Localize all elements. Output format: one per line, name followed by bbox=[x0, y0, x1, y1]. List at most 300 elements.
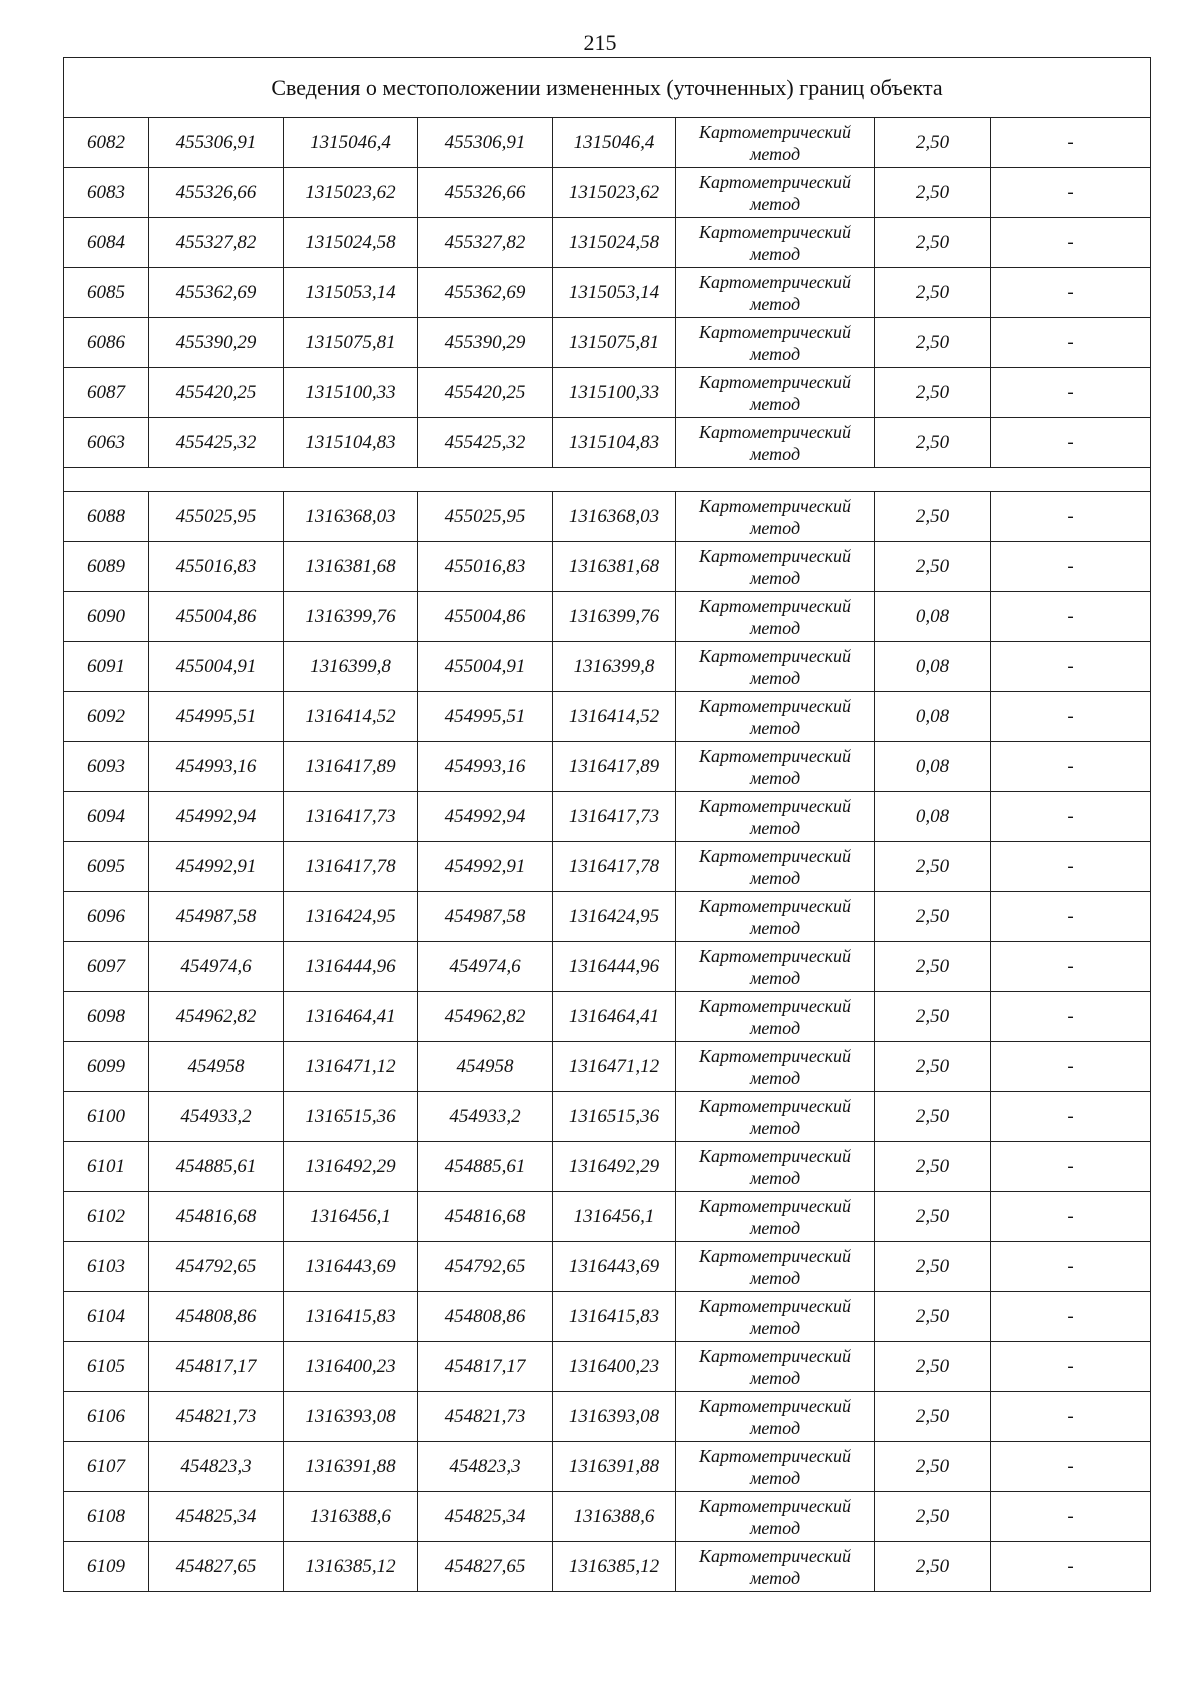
point-number-cell: 6096 bbox=[64, 892, 149, 942]
note-cell: - bbox=[991, 268, 1151, 318]
existing-y-cell: 1315046,4 bbox=[284, 118, 418, 168]
note-cell: - bbox=[991, 1042, 1151, 1092]
accuracy-cell: 2,50 bbox=[875, 1042, 991, 1092]
accuracy-cell: 2,50 bbox=[875, 1292, 991, 1342]
point-number-cell: 6100 bbox=[64, 1092, 149, 1142]
accuracy-cell: 0,08 bbox=[875, 592, 991, 642]
accuracy-cell: 2,50 bbox=[875, 1542, 991, 1592]
note-cell: - bbox=[991, 118, 1151, 168]
table-row bbox=[64, 1042, 1151, 1092]
method-cell bbox=[676, 1342, 875, 1392]
existing-y-cell: 1316388,6 bbox=[284, 1492, 418, 1542]
refined-y-cell: 1316391,88 bbox=[553, 1442, 676, 1492]
method-line2: метод bbox=[749, 1067, 801, 1088]
existing-y-cell: 1316424,95 bbox=[284, 892, 418, 942]
refined-y-cell: 1315100,33 bbox=[553, 368, 676, 418]
note-cell: - bbox=[991, 692, 1151, 742]
refined-x-cell: 455306,91 bbox=[418, 118, 553, 168]
point-number-cell: 6063 bbox=[64, 418, 149, 468]
table-row bbox=[64, 792, 1151, 842]
refined-y-cell: 1316417,78 bbox=[553, 842, 676, 892]
existing-x-cell: 454817,17 bbox=[149, 1342, 284, 1392]
existing-x-cell: 455362,69 bbox=[149, 268, 284, 318]
accuracy-cell: 2,50 bbox=[875, 1142, 991, 1192]
accuracy-cell: 2,50 bbox=[875, 1092, 991, 1142]
note-cell: - bbox=[991, 742, 1151, 792]
method-line2: метод bbox=[749, 717, 801, 738]
method-line1: Картометрический bbox=[698, 595, 851, 616]
refined-x-cell: 454885,61 bbox=[418, 1142, 553, 1192]
existing-x-cell: 454992,91 bbox=[149, 842, 284, 892]
existing-x-cell: 455425,32 bbox=[149, 418, 284, 468]
table-row bbox=[64, 692, 1151, 742]
refined-y-cell: 1315053,14 bbox=[553, 268, 676, 318]
note-cell: - bbox=[991, 168, 1151, 218]
method-cell bbox=[676, 842, 875, 892]
existing-y-cell: 1316417,89 bbox=[284, 742, 418, 792]
point-number-cell: 6092 bbox=[64, 692, 149, 742]
refined-y-cell: 1316464,41 bbox=[553, 992, 676, 1042]
table-row bbox=[64, 1492, 1151, 1542]
note-cell: - bbox=[991, 1492, 1151, 1542]
point-number-cell: 6082 bbox=[64, 118, 149, 168]
table-row bbox=[64, 992, 1151, 1042]
accuracy-cell: 2,50 bbox=[875, 1342, 991, 1392]
method-line1: Картометрический bbox=[698, 221, 851, 242]
table-row bbox=[64, 1142, 1151, 1192]
table-row bbox=[64, 592, 1151, 642]
refined-y-cell: 1315075,81 bbox=[553, 318, 676, 368]
accuracy-cell: 2,50 bbox=[875, 492, 991, 542]
refined-y-cell: 1316424,95 bbox=[553, 892, 676, 942]
existing-x-cell: 455327,82 bbox=[149, 218, 284, 268]
point-number-cell: 6094 bbox=[64, 792, 149, 842]
method-line2: метод bbox=[749, 767, 801, 788]
table-row bbox=[64, 418, 1151, 468]
existing-x-cell: 454808,86 bbox=[149, 1292, 284, 1342]
existing-x-cell: 454821,73 bbox=[149, 1392, 284, 1442]
accuracy-cell: 2,50 bbox=[875, 1492, 991, 1542]
method-cell bbox=[676, 1242, 875, 1292]
method-line2: метод bbox=[749, 293, 801, 314]
method-line1: Картометрический bbox=[698, 645, 851, 666]
method-line2: метод bbox=[749, 867, 801, 888]
existing-x-cell: 454962,82 bbox=[149, 992, 284, 1042]
existing-x-cell: 454992,94 bbox=[149, 792, 284, 842]
refined-x-cell: 455326,66 bbox=[418, 168, 553, 218]
method-line1: Картометрический bbox=[698, 1345, 851, 1366]
refined-y-cell: 1316388,6 bbox=[553, 1492, 676, 1542]
table-row bbox=[64, 1442, 1151, 1492]
note-cell: - bbox=[991, 842, 1151, 892]
method-line1: Картометрический bbox=[698, 545, 851, 566]
accuracy-cell: 0,08 bbox=[875, 692, 991, 742]
refined-x-cell: 455390,29 bbox=[418, 318, 553, 368]
method-line1: Картометрический bbox=[698, 1495, 851, 1516]
existing-x-cell: 454958 bbox=[149, 1042, 284, 1092]
note-cell: - bbox=[991, 1192, 1151, 1242]
table-row bbox=[64, 118, 1151, 168]
note-cell: - bbox=[991, 1442, 1151, 1492]
existing-x-cell: 454995,51 bbox=[149, 692, 284, 742]
accuracy-cell: 2,50 bbox=[875, 1392, 991, 1442]
accuracy-cell: 2,50 bbox=[875, 118, 991, 168]
point-number-cell: 6105 bbox=[64, 1342, 149, 1392]
existing-y-cell: 1316381,68 bbox=[284, 542, 418, 592]
method-cell bbox=[676, 268, 875, 318]
refined-x-cell: 455420,25 bbox=[418, 368, 553, 418]
refined-x-cell: 455327,82 bbox=[418, 218, 553, 268]
method-cell bbox=[676, 942, 875, 992]
existing-y-cell: 1316415,83 bbox=[284, 1292, 418, 1342]
refined-y-cell: 1315046,4 bbox=[553, 118, 676, 168]
method-cell bbox=[676, 692, 875, 742]
method-line1: Картометрический bbox=[698, 121, 851, 142]
method-cell bbox=[676, 218, 875, 268]
refined-y-cell: 1316515,36 bbox=[553, 1092, 676, 1142]
point-number-cell: 6083 bbox=[64, 168, 149, 218]
method-line1: Картометрический bbox=[698, 371, 851, 392]
point-number-cell: 6107 bbox=[64, 1442, 149, 1492]
note-cell: - bbox=[991, 1142, 1151, 1192]
note-cell: - bbox=[991, 492, 1151, 542]
existing-x-cell: 455004,86 bbox=[149, 592, 284, 642]
table-row bbox=[64, 218, 1151, 268]
point-number-cell: 6097 bbox=[64, 942, 149, 992]
existing-y-cell: 1315053,14 bbox=[284, 268, 418, 318]
table-row bbox=[64, 842, 1151, 892]
method-line1: Картометрический bbox=[698, 1145, 851, 1166]
method-cell bbox=[676, 1042, 875, 1092]
method-line2: метод bbox=[749, 1267, 801, 1288]
method-line2: метод bbox=[749, 1567, 801, 1588]
method-line2: метод bbox=[749, 617, 801, 638]
method-line1: Картометрический bbox=[698, 421, 851, 442]
method-line2: метод bbox=[749, 1467, 801, 1488]
accuracy-cell: 0,08 bbox=[875, 642, 991, 692]
method-line2: метод bbox=[749, 1217, 801, 1238]
accuracy-cell: 2,50 bbox=[875, 268, 991, 318]
point-number-cell: 6099 bbox=[64, 1042, 149, 1092]
refined-x-cell: 454993,16 bbox=[418, 742, 553, 792]
method-line1: Картометрический bbox=[698, 1545, 851, 1566]
method-line1: Картометрический bbox=[698, 171, 851, 192]
refined-y-cell: 1316381,68 bbox=[553, 542, 676, 592]
method-line1: Картометрический bbox=[698, 995, 851, 1016]
refined-y-cell: 1316471,12 bbox=[553, 1042, 676, 1092]
refined-y-cell: 1315104,83 bbox=[553, 418, 676, 468]
refined-x-cell: 454821,73 bbox=[418, 1392, 553, 1442]
existing-y-cell: 1316385,12 bbox=[284, 1542, 418, 1592]
method-line1: Картометрический bbox=[698, 745, 851, 766]
accuracy-cell: 2,50 bbox=[875, 418, 991, 468]
refined-x-cell: 454825,34 bbox=[418, 1492, 553, 1542]
refined-y-cell: 1315023,62 bbox=[553, 168, 676, 218]
existing-y-cell: 1315104,83 bbox=[284, 418, 418, 468]
method-cell bbox=[676, 792, 875, 842]
refined-x-cell: 454962,82 bbox=[418, 992, 553, 1042]
point-number-cell: 6108 bbox=[64, 1492, 149, 1542]
method-line2: метод bbox=[749, 1367, 801, 1388]
note-cell: - bbox=[991, 792, 1151, 842]
point-number-cell: 6101 bbox=[64, 1142, 149, 1192]
method-line2: метод bbox=[749, 817, 801, 838]
existing-x-cell: 455004,91 bbox=[149, 642, 284, 692]
note-cell: - bbox=[991, 1342, 1151, 1392]
refined-x-cell: 454823,3 bbox=[418, 1442, 553, 1492]
table-row bbox=[64, 542, 1151, 592]
refined-x-cell: 454995,51 bbox=[418, 692, 553, 742]
table-row bbox=[64, 892, 1151, 942]
refined-y-cell: 1316456,1 bbox=[553, 1192, 676, 1242]
point-number-cell: 6098 bbox=[64, 992, 149, 1042]
existing-y-cell: 1315023,62 bbox=[284, 168, 418, 218]
accuracy-cell: 2,50 bbox=[875, 842, 991, 892]
note-cell: - bbox=[991, 1392, 1151, 1442]
refined-x-cell: 454992,91 bbox=[418, 842, 553, 892]
existing-x-cell: 455390,29 bbox=[149, 318, 284, 368]
refined-x-cell: 454987,58 bbox=[418, 892, 553, 942]
method-cell bbox=[676, 118, 875, 168]
existing-x-cell: 454987,58 bbox=[149, 892, 284, 942]
refined-y-cell: 1316368,03 bbox=[553, 492, 676, 542]
accuracy-cell: 2,50 bbox=[875, 542, 991, 592]
table-title: Сведения о местоположении измененных (уточненных) границ объекта bbox=[64, 58, 1151, 118]
method-line2: метод bbox=[749, 1517, 801, 1538]
method-line1: Картометрический bbox=[698, 1445, 851, 1466]
refined-y-cell: 1316393,08 bbox=[553, 1392, 676, 1442]
existing-y-cell: 1315100,33 bbox=[284, 368, 418, 418]
method-line2: метод bbox=[749, 1117, 801, 1138]
method-line2: метод bbox=[749, 967, 801, 988]
existing-y-cell: 1316414,52 bbox=[284, 692, 418, 742]
method-line1: Картометрический bbox=[698, 945, 851, 966]
refined-y-cell: 1316417,89 bbox=[553, 742, 676, 792]
refined-x-cell: 454974,6 bbox=[418, 942, 553, 992]
accuracy-cell: 0,08 bbox=[875, 742, 991, 792]
point-number-cell: 6102 bbox=[64, 1192, 149, 1242]
refined-x-cell: 454792,65 bbox=[418, 1242, 553, 1292]
existing-x-cell: 454885,61 bbox=[149, 1142, 284, 1192]
method-line2: метод bbox=[749, 917, 801, 938]
refined-y-cell: 1315024,58 bbox=[553, 218, 676, 268]
refined-y-cell: 1316443,69 bbox=[553, 1242, 676, 1292]
refined-x-cell: 455004,91 bbox=[418, 642, 553, 692]
method-line1: Картометрический bbox=[698, 1295, 851, 1316]
existing-y-cell: 1316368,03 bbox=[284, 492, 418, 542]
table-title-row bbox=[64, 58, 1151, 118]
method-line2: метод bbox=[749, 443, 801, 464]
accuracy-cell: 2,50 bbox=[875, 892, 991, 942]
accuracy-cell: 2,50 bbox=[875, 368, 991, 418]
note-cell: - bbox=[991, 642, 1151, 692]
point-number-cell: 6104 bbox=[64, 1292, 149, 1342]
refined-y-cell: 1316415,83 bbox=[553, 1292, 676, 1342]
existing-x-cell: 455306,91 bbox=[149, 118, 284, 168]
method-line2: метод bbox=[749, 1417, 801, 1438]
section-separator-row bbox=[64, 468, 1151, 492]
method-cell bbox=[676, 1192, 875, 1242]
point-number-cell: 6093 bbox=[64, 742, 149, 792]
existing-x-cell: 454825,34 bbox=[149, 1492, 284, 1542]
refined-x-cell: 454827,65 bbox=[418, 1542, 553, 1592]
method-line1: Картометрический bbox=[698, 321, 851, 342]
refined-x-cell: 455016,83 bbox=[418, 542, 553, 592]
method-line2: метод bbox=[749, 1017, 801, 1038]
refined-y-cell: 1316417,73 bbox=[553, 792, 676, 842]
existing-y-cell: 1316444,96 bbox=[284, 942, 418, 992]
refined-y-cell: 1316385,12 bbox=[553, 1542, 676, 1592]
accuracy-cell: 0,08 bbox=[875, 792, 991, 842]
existing-x-cell: 455420,25 bbox=[149, 368, 284, 418]
method-line2: метод bbox=[749, 343, 801, 364]
method-cell bbox=[676, 892, 875, 942]
method-line2: метод bbox=[749, 1167, 801, 1188]
boundary-coordinates-table bbox=[63, 57, 1151, 1592]
refined-x-cell: 454992,94 bbox=[418, 792, 553, 842]
table-row bbox=[64, 642, 1151, 692]
point-number-cell: 6085 bbox=[64, 268, 149, 318]
method-line2: метод bbox=[749, 143, 801, 164]
refined-x-cell: 454817,17 bbox=[418, 1342, 553, 1392]
existing-x-cell: 454974,6 bbox=[149, 942, 284, 992]
existing-y-cell: 1316417,73 bbox=[284, 792, 418, 842]
method-cell bbox=[676, 492, 875, 542]
table-row bbox=[64, 1292, 1151, 1342]
accuracy-cell: 2,50 bbox=[875, 1192, 991, 1242]
note-cell: - bbox=[991, 942, 1151, 992]
refined-x-cell: 455025,95 bbox=[418, 492, 553, 542]
existing-y-cell: 1316443,69 bbox=[284, 1242, 418, 1292]
note-cell: - bbox=[991, 418, 1151, 468]
accuracy-cell: 2,50 bbox=[875, 218, 991, 268]
method-cell bbox=[676, 418, 875, 468]
method-line2: метод bbox=[749, 243, 801, 264]
refined-y-cell: 1316492,29 bbox=[553, 1142, 676, 1192]
existing-x-cell: 454993,16 bbox=[149, 742, 284, 792]
table-row bbox=[64, 318, 1151, 368]
table-row bbox=[64, 942, 1151, 992]
point-number-cell: 6091 bbox=[64, 642, 149, 692]
method-line2: метод bbox=[749, 1317, 801, 1338]
method-line1: Картометрический bbox=[698, 1095, 851, 1116]
method-cell bbox=[676, 368, 875, 418]
point-number-cell: 6088 bbox=[64, 492, 149, 542]
accuracy-cell: 2,50 bbox=[875, 992, 991, 1042]
method-cell bbox=[676, 1142, 875, 1192]
table-row bbox=[64, 368, 1151, 418]
table-row bbox=[64, 1392, 1151, 1442]
note-cell: - bbox=[991, 218, 1151, 268]
note-cell: - bbox=[991, 318, 1151, 368]
method-cell bbox=[676, 742, 875, 792]
existing-y-cell: 1315075,81 bbox=[284, 318, 418, 368]
table-row bbox=[64, 168, 1151, 218]
refined-x-cell: 454933,2 bbox=[418, 1092, 553, 1142]
existing-x-cell: 454933,2 bbox=[149, 1092, 284, 1142]
method-cell bbox=[676, 542, 875, 592]
refined-x-cell: 455362,69 bbox=[418, 268, 553, 318]
existing-y-cell: 1316417,78 bbox=[284, 842, 418, 892]
table-body bbox=[64, 58, 1151, 1592]
refined-x-cell: 455425,32 bbox=[418, 418, 553, 468]
method-cell bbox=[676, 592, 875, 642]
refined-x-cell: 454958 bbox=[418, 1042, 553, 1092]
section-separator bbox=[64, 468, 1151, 492]
method-line1: Картометрический bbox=[698, 1395, 851, 1416]
method-cell bbox=[676, 1492, 875, 1542]
accuracy-cell: 2,50 bbox=[875, 1442, 991, 1492]
method-line1: Картометрический bbox=[698, 1195, 851, 1216]
refined-y-cell: 1316444,96 bbox=[553, 942, 676, 992]
note-cell: - bbox=[991, 892, 1151, 942]
method-cell bbox=[676, 1392, 875, 1442]
note-cell: - bbox=[991, 368, 1151, 418]
method-cell bbox=[676, 642, 875, 692]
point-number-cell: 6089 bbox=[64, 542, 149, 592]
point-number-cell: 6103 bbox=[64, 1242, 149, 1292]
note-cell: - bbox=[991, 542, 1151, 592]
existing-x-cell: 454827,65 bbox=[149, 1542, 284, 1592]
accuracy-cell: 2,50 bbox=[875, 1242, 991, 1292]
existing-y-cell: 1316399,8 bbox=[284, 642, 418, 692]
method-line1: Картометрический bbox=[698, 495, 851, 516]
existing-x-cell: 454816,68 bbox=[149, 1192, 284, 1242]
point-number-cell: 6087 bbox=[64, 368, 149, 418]
method-cell bbox=[676, 168, 875, 218]
table-row bbox=[64, 1542, 1151, 1592]
refined-x-cell: 454808,86 bbox=[418, 1292, 553, 1342]
point-number-cell: 6086 bbox=[64, 318, 149, 368]
point-number-cell: 6095 bbox=[64, 842, 149, 892]
refined-x-cell: 455004,86 bbox=[418, 592, 553, 642]
refined-y-cell: 1316399,76 bbox=[553, 592, 676, 642]
note-cell: - bbox=[991, 1542, 1151, 1592]
method-line2: метод bbox=[749, 667, 801, 688]
table-row bbox=[64, 742, 1151, 792]
table-row bbox=[64, 1192, 1151, 1242]
method-line1: Картометрический bbox=[698, 795, 851, 816]
existing-y-cell: 1316515,36 bbox=[284, 1092, 418, 1142]
accuracy-cell: 2,50 bbox=[875, 318, 991, 368]
note-cell: - bbox=[991, 592, 1151, 642]
existing-y-cell: 1316393,08 bbox=[284, 1392, 418, 1442]
table-row bbox=[64, 1242, 1151, 1292]
existing-y-cell: 1316456,1 bbox=[284, 1192, 418, 1242]
method-cell bbox=[676, 1092, 875, 1142]
method-line2: метод bbox=[749, 193, 801, 214]
existing-y-cell: 1316471,12 bbox=[284, 1042, 418, 1092]
accuracy-cell: 2,50 bbox=[875, 168, 991, 218]
refined-y-cell: 1316400,23 bbox=[553, 1342, 676, 1392]
method-cell bbox=[676, 318, 875, 368]
existing-y-cell: 1315024,58 bbox=[284, 218, 418, 268]
existing-x-cell: 454792,65 bbox=[149, 1242, 284, 1292]
existing-x-cell: 454823,3 bbox=[149, 1442, 284, 1492]
refined-y-cell: 1316414,52 bbox=[553, 692, 676, 742]
point-number-cell: 6109 bbox=[64, 1542, 149, 1592]
method-line1: Картометрический bbox=[698, 845, 851, 866]
existing-y-cell: 1316464,41 bbox=[284, 992, 418, 1042]
note-cell: - bbox=[991, 1242, 1151, 1292]
method-line1: Картометрический bbox=[698, 1045, 851, 1066]
note-cell: - bbox=[991, 1092, 1151, 1142]
method-line1: Картометрический bbox=[698, 695, 851, 716]
table-row bbox=[64, 1342, 1151, 1392]
table-row bbox=[64, 492, 1151, 542]
existing-y-cell: 1316400,23 bbox=[284, 1342, 418, 1392]
method-line2: метод bbox=[749, 517, 801, 538]
